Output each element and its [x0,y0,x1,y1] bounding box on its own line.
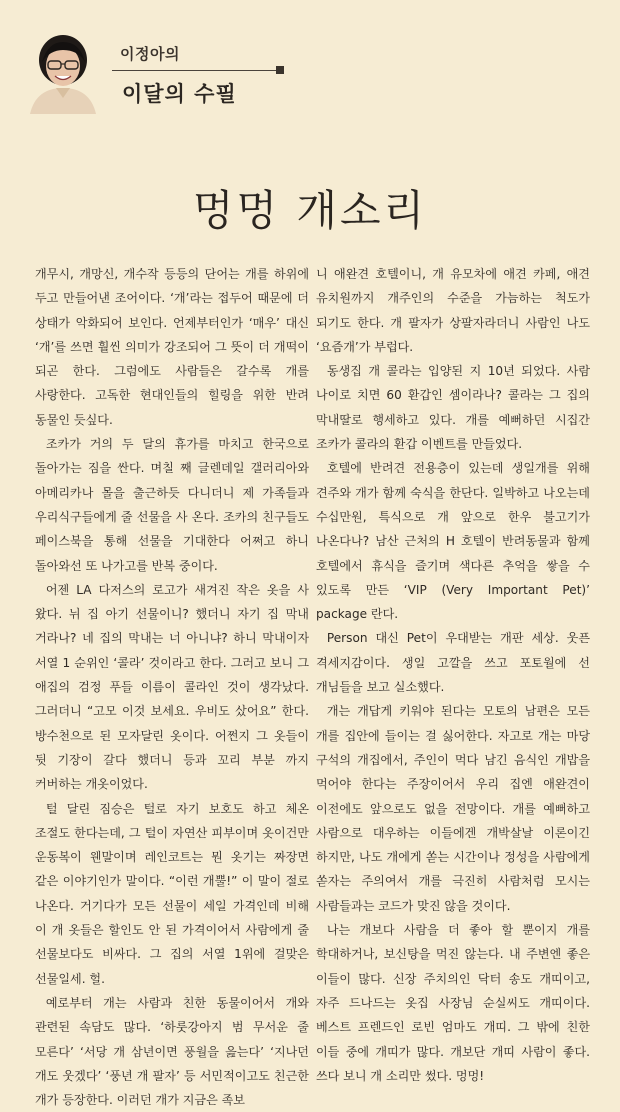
paragraph: 예로부터 개는 사람과 친한 동물이어서 개와 관련된 속담도 많다. ‘하룻강아지 범 무서운 줄 모른다’ ‘서당 개 삼년이면 풍월을 읊는다’ ‘지나던 개도 웃겠다’ ‘풍년 개 팔자’ 등 서민적이고도 친근한 개가 등장한다. 이러던 개가 지금은 족보 [35,995,309,1108]
column-name: 이달의 수필 [122,82,237,106]
paragraph: 동생집 개 콜라는 입양된 지 10년 되었다. 사람 나이로 치면 60 환갑인 셈이라나? 콜라는 그 집의 막내딸로 행세하고 있다. 개를 예뻐하던 시집간 조카가 콜라의 환갑 이벤트를 만들었다. [316,364,590,452]
header-rule-marker [276,66,284,74]
article-title: 멍멍 개소리 [192,186,428,235]
header-rule [112,70,280,71]
paragraph: 털 달린 짐승은 털로 자기 보호도 하고 체온 조절도 한다는데, 그 털이 자연산 피부이며 옷이건만 운동복이 웬말이며 레인코트는 뭔 옷기는 짜장면 같은 이야기인가 말이다. “이런 개뿔!” 이 말이 절로 나온다. 거기다가 모든 선물이 세일 가격인데 비해 이 개 옷들은 할인도 안 된 가격이어서 사람에게 줄 선물보다도 비싸다. 그 집의 서열 1위에 걸맞은 선물일세. 헐. [35,801,309,986]
column-header [0,0,620,130]
paragraph: 나는 개보다 사람을 더 좋아 할 뿐이지 개를 학대하거나, 보신탕을 먹진 않는다. 내 주변엔 좋은 이들이 많다. 신장 주치의인 닥터 송도 개띠이고, 자주 드나드는 옷집 사장님 순실씨도 개띠이다. 베스트 프렌드인 로빈 엄마도 개띠. 그 밖에 친한 이들 중에 개띠가 많다. 개보단 개띠 사람이 좋다. 쓰다 보니 개 소리만 썼다. 멍멍! [316,923,590,1083]
author-name: 이정아의 [120,45,180,63]
article-column-right [316,262,590,1083]
article-column-left [35,262,309,1108]
paragraph: 개무시, 개망신, 개수작 등등의 단어는 개를 하위에 두고 만들어낸 조어이다. ‘개’라는 접두어 때문에 더 상태가 악화되어 보인다. 언제부터인가 ‘매우’ 대신 ‘개’를 쓰면 훨씬 의미가 강조되어 그 뜻이 더 개떡이 되곤 한다. 그럼에도 사람들은 갈수록 개를 사랑한다. 고독한 현대인들의 힐링을 위한 반려 동물인 듯싶다. [35,267,309,427]
paragraph: 조카가 거의 두 달의 휴가를 마치고 한국으로 돌아가는 짐을 싼다. 며칠 째 글렌데일 갤러리아와 아메리카나 몰을 출근하듯 다니더니 제 가족들과 우리식구들에게 줄 선물을 사 온다. 조카의 친구들도 페이스북을 통해 선물을 기대한다 어쩌고 하니 돌아와선 또 나가고를 반복 중이다. [35,437,309,573]
paragraph: 니 애완견 호텔이니, 개 유모차에 애견 카페, 애견 유치원까지 개주인의 수준을 가늠하는 척도가 되기도 한다. 개 팔자가 상팔자라더니 사람인 나도 ‘요즘개’가 부럽다. [316,267,590,354]
paragraph: 어젠 LA 다저스의 로고가 새겨진 작은 옷을 사 왔다. 뉘 집 아기 선물이니? 했더니 자기 집 막내 거라나? 네 집의 막내는 너 아니냐? 하니 막내이자 서열 1 순위인 ‘콜라’ 것이라고 한다. 그러고 보니 그 애집의 검정 푸들 이름이 콜라인 것이 생각났다. 그러더니 “고모 이것 보세요. 우비도 샀어요” 한다. 방수천으로 된 모자달린 옷이다. 어쩐지 그 옷들이 뒷 기장이 갈다 했더니 등과 꼬리 부분 까지 커버하는 개옷이었다. [35,582,309,792]
author-portrait [28,30,98,114]
paragraph: 호텔에 반려견 전용층이 있는데 생일개를 위해 견주와 개가 함께 숙식을 한단다. 일박하고 나오는데 수십만원, 특식으로 개 앞으로 한우 불고기가 나온다나? 남산 근처의 H 호텔이 반려동물과 함께 호텔에서 휴식을 즐기며 색다른 추억을 쌓을 수 있도록 만든 ‘VIP (Very Important Pet)’ package 란다. [316,461,590,622]
paragraph: 개는 개답게 키워야 된다는 모토의 남편은 모든 개를 집안에 들이는 걸 싫어한다. 자고로 개는 마당 구석의 개집에서, 주인이 먹다 남긴 음식인 개밥을 먹어야 한다는 주장이어서 우리 집엔 애완견이 이전에도 앞으로도 없을 전망이다. 개를 예뻐하고 사람으로 대우하는 이들에겐 개박살날 이론이긴 하지만, 나도 개에게 쏟는 시간이나 정성을 사람에게 쏟자는 주의여서 개를 극진히 사람처럼 모시는 사람들과는 코드가 맞진 않을 것이다. [316,704,590,913]
paragraph: Person 대신 Pet이 우대받는 개판 세상. 웃픈 격세지감이다. 생일 고깔을 쓰고 포토월에 선 개님들을 보고 실소했다. [316,631,590,695]
